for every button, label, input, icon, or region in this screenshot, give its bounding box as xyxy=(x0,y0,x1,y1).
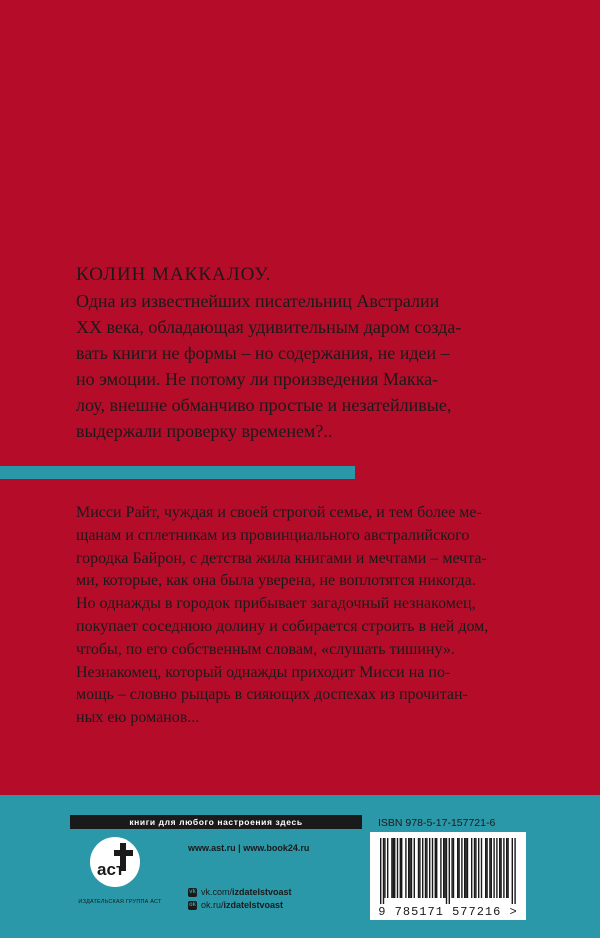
publisher-logo xyxy=(90,837,140,887)
author-line: но эмоции. Не потому ли произведения Макка- xyxy=(76,369,439,389)
author-block xyxy=(76,262,546,444)
synopsis-line: Мисси Райт, чуждая и своей строгой семье, и тем более ме- xyxy=(76,504,482,521)
author-heading: КОЛИН МАККАЛОУ. xyxy=(76,264,272,285)
author-line: XX века, обладающая удивительным даром созда- xyxy=(76,317,462,337)
isbn-text: ISBN 978-5-17-157721-6 xyxy=(378,817,496,829)
vk-prefix: vk.com/ xyxy=(201,887,233,897)
footer-band xyxy=(0,795,600,938)
vk-link[interactable] xyxy=(188,887,292,897)
synopsis-line: чтобы, по его собственным словам, «слушать тишину». xyxy=(76,640,455,658)
vk-icon: vk xyxy=(189,888,196,895)
publisher-caption: ИЗДАТЕЛЬСКАЯ ГРУППА АСТ xyxy=(78,899,162,905)
ok-icon: ok xyxy=(188,901,196,908)
teal-divider-bar xyxy=(0,466,355,479)
author-line: вать книги не формы – но содержания, не идеи – xyxy=(76,343,450,363)
slogan-banner: книги для любого настроения здесь xyxy=(70,815,362,829)
author-line: выдержали проверку временем?.. xyxy=(76,421,333,441)
barcode-bars-icon xyxy=(370,832,526,904)
synopsis-line: щанам и сплетникам из провинциального австралийского xyxy=(76,526,470,544)
barcode xyxy=(370,832,526,920)
logo-text: аст xyxy=(97,860,125,879)
synopsis-block xyxy=(76,502,576,730)
synopsis-line: городка Байрон, с детства жила книгами и мечтами – мечта- xyxy=(76,549,487,567)
barcode-digits: 9 785171 577216 > xyxy=(378,905,518,919)
website-links[interactable]: www.ast.ru | www.book24.ru xyxy=(188,843,310,853)
author-line: Одна из известнейших писательниц Австралии xyxy=(76,291,440,311)
synopsis-line: ми, которые, как она была уверена, не воплотятся никогда. xyxy=(76,572,476,590)
synopsis-line: ных ею романов... xyxy=(76,709,200,727)
vk-handle: izdatelstvoast xyxy=(232,887,292,897)
ok-handle: izdatelstvoast xyxy=(223,900,284,910)
synopsis-line: Но однажды в городок прибывает загадочный незнакомец, xyxy=(76,595,476,613)
synopsis-line: Незнакомец, который однажды приходит Мисси на по- xyxy=(76,663,451,681)
ok-link[interactable] xyxy=(188,900,283,910)
author-line: лоу, внешне обманчиво простые и незатейливые, xyxy=(76,395,452,415)
synopsis-line: мощь – словно рыцарь в сияющих доспехах из прочитан- xyxy=(76,686,468,704)
ok-prefix: ok.ru/ xyxy=(201,900,224,910)
ast-logo-icon xyxy=(90,837,140,887)
synopsis-line: покупает соседнюю долину и собирается строить в ней дом, xyxy=(76,617,489,635)
